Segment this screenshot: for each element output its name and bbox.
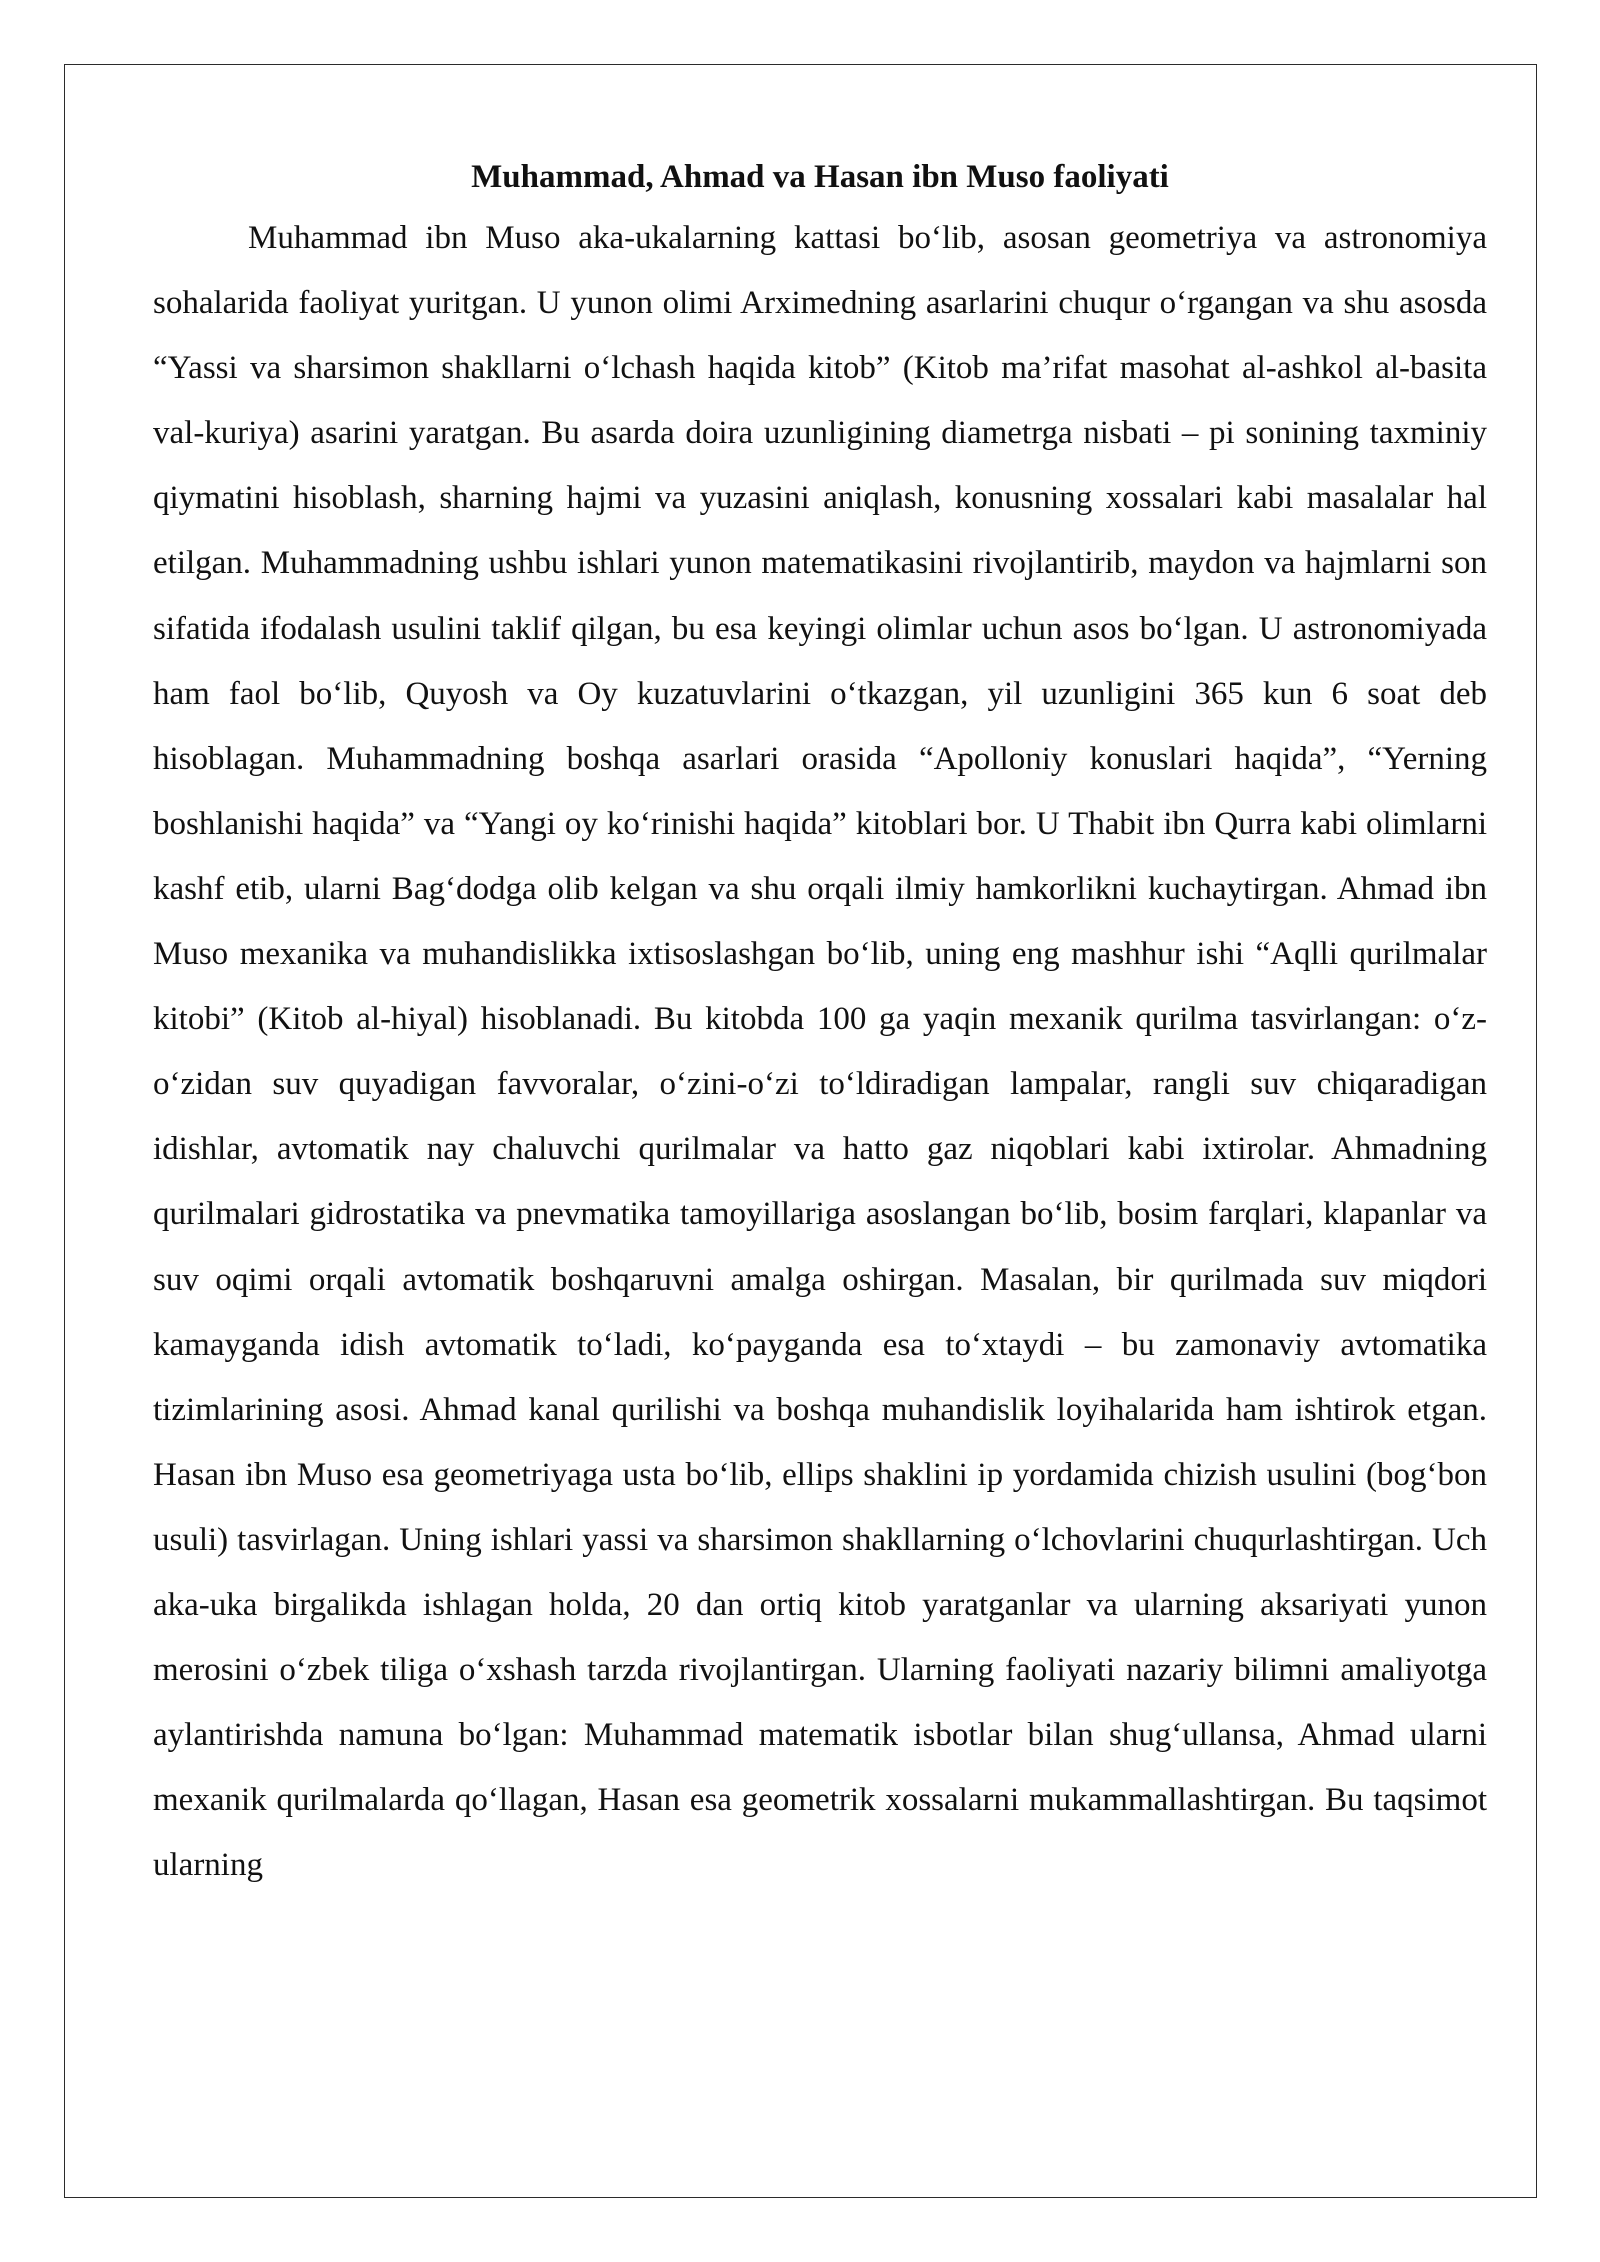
document-title: Muhammad, Ahmad va Hasan ibn Muso faoliyati	[471, 159, 1169, 195]
document-body-paragraph: Muhammad ibn Muso aka-ukalarning kattasi bo‘lib, asosan geometriya va astronomiya sohalarida faoliyat yuritgan. U yunon olimi Arximedning asarlarini chuqur o‘rgangan va shu asosda “Yassi va sharsimon shakllarni o‘lchash haqida kitob” (Kitob ma’rifat masohat al-ashkol al-basita val-kuriya) asarini yaratgan. Bu asarda doira uzunligining diametrga nisbati – pi sonining taxminiy qiymatini hisoblash, sharning hajmi va yuzasini aniqlash, konusning xossalari kabi masalalar hal etilgan. Muhammadning ushbu ishlari yunon matematikasini rivojlantirib, maydon va hajmlarni son sifatida ifodalash usulini taklif qilgan, bu esa keyingi olimlar uchun asos bo‘lgan. U astronomiyada ham faol bo‘lib, Quyosh va Oy kuzatuvlarini o‘tkazgan, yil uzunligini 365 kun 6 soat deb hisoblagan. Muhammadning boshqa asarlari orasida “Apolloniy konuslari haqida”, “Yerning boshlanishi haqida” va “Yangi oy ko‘rinishi haqida” kitoblari bor. U Thabit ibn Qurra kabi olimlarni kashf etib, ularni Bag‘dodga olib kelgan va shu orqali ilmiy hamkorlikni kuchaytirgan. Ahmad ibn Muso mexanika va muhandislikka ixtisoslashgan bo‘lib, uning eng mashhur ishi “Aqlli qurilmalar kitobi” (Kitob al-hiyal) hisoblanadi. Bu kitobda 100 ga yaqin mexanik qurilma tasvirlangan: o‘z-o‘zidan suv quyadigan favvoralar, o‘zini-o‘zi to‘ldiradigan lampalar, rangli suv chiqaradigan idishlar, avtomatik nay chaluvchi qurilmalar va hatto gaz niqoblari kabi ixtirolar. Ahmadning qurilmalari gidrostatika va pnevmatika tamoyillariga asoslangan bo‘lib, bosim farqlari, klapanlar va suv oqimi orqali avtomatik boshqaruvni amalga oshirgan. Masalan, bir qurilmada suv miqdori kamayganda idish avtomatik to‘ladi, ko‘payganda esa to‘xtaydi – bu zamonaviy avtomatika tizimlarining asosi. Ahmad kanal qurilishi va boshqa muhandislik loyihalarida ham ishtirok etgan. Hasan ibn Muso esa geometriyaga usta bo‘lib, ellips shaklini ip yordamida chizish usulini (bog‘bon usuli) tasvirlagan. Uning ishlari yassi va sharsimon shakllarning o‘lchovlarini chuqurlashtirgan. Uch aka-uka birgalikda ishlagan holda, 20 dan ortiq kitob yaratganlar va ularning aksariyati yunon merosini o‘zbek tiliga o‘xshash tarzda rivojlantirgan. Ularning faoliyati nazariy bilimni amaliyotga aylantirishda namuna bo‘lgan: Muhammad matematik isbotlar bilan shug‘ullansa, Ahmad ularni mexanik qurilmalarda qo‘llagan, Hasan esa geometrik xossalarni mukammallashtirgan. Bu taqsimot ularning	[153, 220, 1487, 1884]
document-content	[153, 148, 1487, 1898]
